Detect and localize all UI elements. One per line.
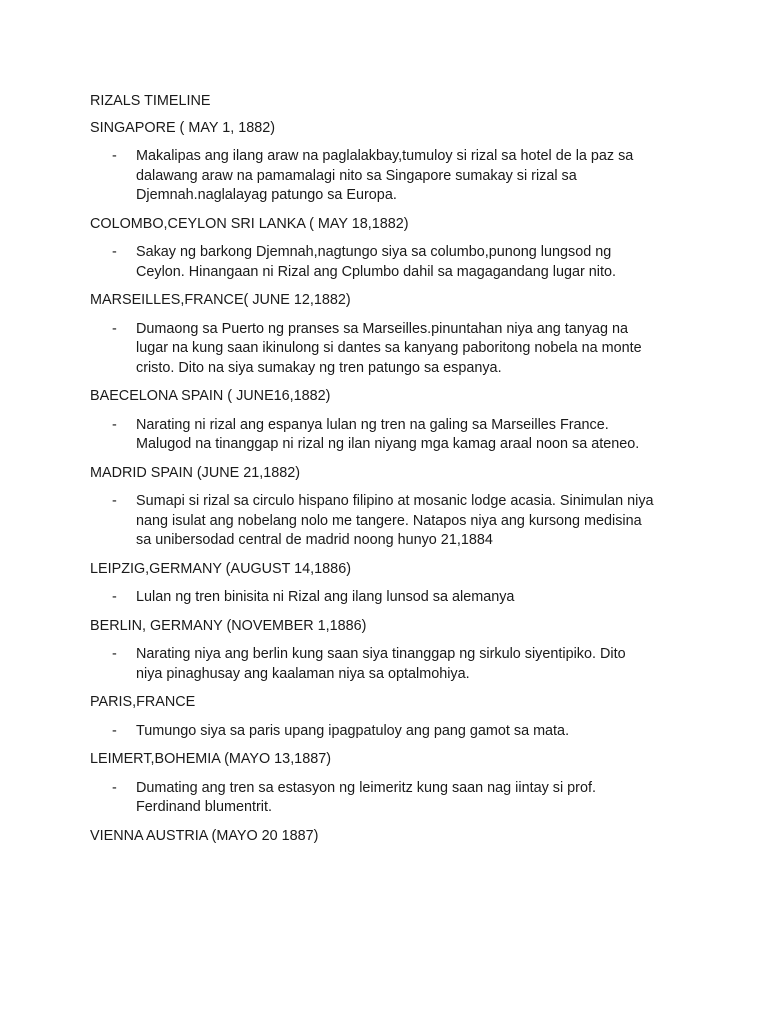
entry-heading: SINGAPORE ( MAY 1, 1882): [90, 119, 276, 136]
entry-text: Sumapi si rizal sa circulo hispano filipino at mosanic lodge acasia. Sinimulan niya nang isulat ang nobelang nolo me tangere. Natapos niya ang kursong medisina sa unibersodad central de madrid noong hunyo 21,1884: [136, 493, 654, 548]
entry-text: Narating niya ang berlin kung saan siya tinanggap ng sirkulo siyentipiko. Dito niya pinaghusay ang kaalaman niya sa optalmohiya.: [136, 646, 626, 682]
timeline-entry-berlin: [90, 617, 688, 685]
bullet-dash: -: [112, 779, 117, 796]
timeline-entry-barcelona: [90, 387, 688, 455]
document-title: RIZALS TIMELINE: [90, 93, 211, 109]
entry-heading: BAECELONA SPAIN ( JUNE16,1882): [90, 388, 331, 404]
bullet-dash: -: [112, 646, 117, 662]
bullet-dash: -: [112, 148, 117, 164]
entry-bullet-item: [90, 645, 688, 684]
entry-heading: COLOMBO,CEYLON SRI LANKA ( MAY 18,1882): [90, 215, 409, 232]
entry-text: Makalipas ang ilang araw na paglalakbay,tumuloy si rizal sa hotel de la paz sa dalawang araw na pamamalagi nito sa Singapore sumakay si rizal sa Djemnah.naglalayag patungo sa Europa.: [136, 148, 634, 203]
bullet-dash: -: [112, 493, 117, 509]
entry-bullet-item: [90, 416, 688, 455]
entry-text: Tumungo siya sa paris upang ipagpatuloy ang pang gamot sa mata.: [136, 722, 570, 739]
timeline-entry-vienna: [90, 827, 688, 847]
entry-text: Dumating ang tren sa estasyon ng leimeritz kung saan nag iintay si prof. Ferdinand blumentrit.: [136, 779, 596, 815]
entry-text: Narating ni rizal ang espanya lulan ng tren na galing sa Marseilles France. Malugod na tinanggap ni rizal ng ilan niyang mga kamag araal noon sa ateneo.: [136, 416, 640, 452]
timeline-entry-madrid: [90, 464, 688, 551]
entry-bullet-item: [90, 147, 688, 206]
timeline-entry-leipzig: [90, 560, 688, 608]
timeline-entry-paris: [90, 693, 688, 741]
entry-text: Dumaong sa Puerto ng pranses sa Marseilles.pinuntahan niya ang tanyag na lugar na kung saan ikinulong si dantes sa kanyang paboritong nobela na monte cristo. Dito na siya sumakay ng tren patungo sa espanya.: [136, 320, 642, 376]
entry-text: Sakay ng barkong Djemnah,nagtungo siya sa columbo,punong lungsod ng Ceylon. Hinangaan ni Rizal ang Cplumbo dahil sa magagandang lugar nito.: [136, 244, 616, 280]
entry-heading: MADRID SPAIN (JUNE 21,1882): [90, 464, 301, 481]
entry-bullet-item: [90, 243, 688, 282]
entry-text: Lulan ng tren binisita ni Rizal ang ilang lunsod sa alemanya: [136, 589, 515, 605]
entry-heading: BERLIN, GERMANY (NOVEMBER 1,1886): [90, 617, 367, 634]
bullet-dash: -: [112, 320, 117, 337]
entry-bullet-item: [90, 492, 688, 551]
entry-bullet-item: [90, 320, 688, 379]
entry-heading: LEIMERT,BOHEMIA (MAYO 13,1887): [90, 751, 331, 767]
bullet-dash: -: [112, 244, 117, 260]
entry-heading: LEIPZIG,GERMANY (AUGUST 14,1886): [90, 560, 351, 577]
entry-bullet-item: [90, 588, 688, 608]
timeline-entry-leimert: [90, 750, 688, 818]
bullet-dash: -: [112, 722, 117, 739]
entry-bullet-item: [90, 779, 688, 818]
bullet-dash: -: [112, 589, 117, 605]
timeline-entry-marseilles: [90, 291, 688, 378]
entry-bullet-item: [90, 722, 688, 742]
timeline-entry-singapore: [90, 119, 688, 206]
entry-heading: MARSEILLES,FRANCE( JUNE 12,1882): [90, 292, 351, 308]
timeline-entry-colombo: [90, 215, 688, 283]
bullet-dash: -: [112, 416, 117, 433]
entry-heading: VIENNA AUSTRIA (MAYO 20 1887): [90, 827, 319, 844]
entry-heading: PARIS,FRANCE: [90, 694, 196, 710]
